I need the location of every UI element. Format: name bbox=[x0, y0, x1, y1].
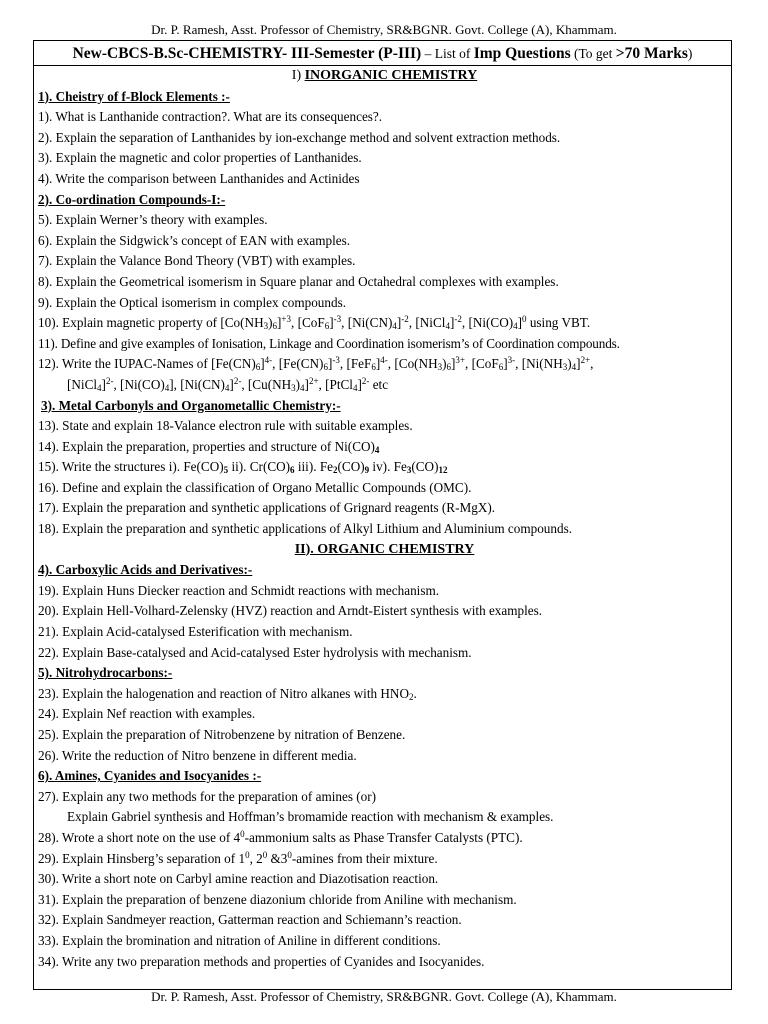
title-list-of: List of bbox=[434, 46, 474, 61]
topic-heading: 6). Amines, Cyanides and Isocyanides :- bbox=[38, 768, 262, 784]
question-item: 24). Explain Nef reaction with examples. bbox=[38, 706, 256, 722]
question-item: 18). Explain the preparation and synthetic applications of Alkyl Lithium and Aluminium compounds. bbox=[38, 521, 573, 537]
q12b-text: ] bbox=[229, 376, 234, 392]
q12b-sup: 2- bbox=[361, 375, 370, 386]
q23-text: 23). Explain the halogenation and reaction of Nitro alkanes with HNO bbox=[38, 685, 409, 701]
question-item: 1). What is Lanthanide contraction?. What are its consequences?. bbox=[38, 109, 383, 125]
q12-sub: 6 bbox=[498, 362, 504, 373]
title-open: (To get bbox=[570, 46, 616, 61]
q12b-text: ] bbox=[101, 376, 106, 392]
section-organic-heading bbox=[38, 540, 731, 561]
q28-sup: 0 bbox=[240, 828, 245, 839]
q10-sub: 6 bbox=[324, 321, 330, 332]
q15-text: (CO) bbox=[337, 459, 365, 475]
title-dash: – bbox=[421, 46, 435, 61]
topic-heading: 5). Nitrohydrocarbons:- bbox=[38, 665, 173, 681]
q12-text: ) bbox=[442, 356, 447, 372]
q12-sub: 3 bbox=[562, 362, 568, 373]
question-continuation: Explain Gabriel synthesis and Hoffman’s bromamide reaction with mechanism & examples. bbox=[67, 809, 554, 825]
q15-sub: 2 bbox=[333, 465, 338, 476]
question-item: 26). Write the reduction of Nitro benzene in different media. bbox=[38, 747, 357, 763]
question-item: 33). Explain the bromination and nitration of Aniline in different conditions. bbox=[38, 932, 441, 948]
q12b-sub: 4 bbox=[97, 382, 102, 393]
topic-heading: 2). Co-ordination Compounds-I:- bbox=[38, 191, 226, 207]
question-item: 17). Explain the preparation and synthetic applications of Grignard reagents (R-MgX). bbox=[38, 500, 496, 516]
q12b-text: , [PtCl bbox=[318, 376, 353, 392]
title-marks: >70 Marks bbox=[615, 45, 688, 62]
q10-text: , [CoF bbox=[290, 315, 325, 331]
q12b-sup: 2+ bbox=[308, 375, 319, 386]
q15-sub: 6 bbox=[290, 465, 295, 476]
q10-text: ] bbox=[329, 315, 334, 331]
q15-text: (CO) bbox=[411, 459, 439, 475]
q10-text: , [Ni(CO) bbox=[461, 315, 514, 331]
q14-sub: 4 bbox=[374, 444, 380, 455]
q15-text: iii). Fe bbox=[294, 459, 334, 475]
q12b-sup: 2- bbox=[233, 375, 242, 386]
q12b-sub: 4 bbox=[224, 382, 230, 393]
q29-text: , 2 bbox=[249, 850, 263, 866]
q12-text: , [FeF bbox=[339, 356, 372, 372]
title-imp-questions: Imp Questions bbox=[473, 45, 571, 62]
question-item: 25). Explain the preparation of Nitrobenzene by nitration of Benzene. bbox=[38, 727, 406, 742]
q23-sub: 2 bbox=[408, 691, 414, 702]
q12b-sub: 3 bbox=[291, 382, 296, 393]
q12-text: ] bbox=[260, 356, 265, 372]
page-header: Dr. P. Ramesh, Asst. Professor of Chemistry, SR&BGNR. Govt. College (A), Khammam. bbox=[151, 22, 617, 37]
section-label: II). ORGANIC CHEMISTRY bbox=[294, 541, 475, 557]
q12-sub: 6 bbox=[255, 362, 261, 373]
question-item: 16). Define and explain the classification of Organo Metallic Compounds (OMC). bbox=[38, 479, 472, 495]
q10-sup: -3 bbox=[333, 314, 342, 325]
q12-text: 12). Write the IUPAC-Names of [Fe(CN) bbox=[38, 356, 256, 372]
q12-text: , [Co(NH bbox=[387, 356, 438, 372]
question-item: 2). Explain the separation of Lanthanides by ion-exchange method and solvent extraction methods. bbox=[38, 129, 561, 145]
q12-text: ] bbox=[451, 356, 456, 372]
q28-text: 28). Wrote a short note on the use of 4 bbox=[38, 829, 241, 845]
q15-text: ii). Cr(CO) bbox=[228, 459, 291, 475]
q15-text: iv). Fe bbox=[369, 459, 407, 475]
question-item bbox=[38, 457, 731, 478]
q10-text: using VBT. bbox=[526, 315, 591, 331]
question-item bbox=[38, 849, 731, 870]
q29-text: 29). Explain Hinsberg’s separation of 1 bbox=[38, 850, 246, 866]
q12b-text: , [Ni(CO) bbox=[113, 376, 165, 392]
question-item: 8). Explain the Geometrical isomerism in Square planar and Octahedral complexes with examples. bbox=[38, 273, 559, 289]
question-item: 7). Explain the Valance Bond Theory (VBT) with examples. bbox=[38, 253, 356, 269]
q10-text: ] bbox=[449, 315, 455, 331]
q12-sub: 6 bbox=[446, 362, 452, 373]
q10-text: ] bbox=[277, 315, 282, 331]
q29-sup: 0 bbox=[287, 849, 292, 860]
q12b-text: ) bbox=[295, 376, 301, 392]
q12-sub: 4 bbox=[571, 362, 577, 373]
q29-sup: 0 bbox=[245, 849, 250, 860]
q12b-text: ] bbox=[357, 376, 362, 392]
q10-sub: 3 bbox=[263, 321, 269, 332]
question-item: 27). Explain any two methods for the preparation of amines (or) bbox=[38, 788, 377, 804]
q12b-sub: 4 bbox=[164, 382, 170, 393]
q29-sup: 0 bbox=[262, 849, 268, 860]
question-item: 30). Write a short note on Carbyl amine reaction and Diazotisation reaction. bbox=[38, 871, 439, 887]
q12b-sub: 4 bbox=[300, 382, 305, 393]
q10-text: 10). Explain magnetic property of [Co(NH bbox=[38, 315, 264, 331]
q10-sub: 4 bbox=[392, 321, 397, 332]
question-item: 6). Explain the Sidgwick’s concept of EAN with examples. bbox=[38, 232, 351, 248]
q10-text: ] bbox=[396, 315, 402, 331]
title-main: New-CBCS-B.Sc-CHEMISTRY- III-Semester (P-III) bbox=[72, 45, 422, 62]
q12-text: , [Ni(NH bbox=[515, 356, 563, 372]
q29-text: &3 bbox=[267, 850, 288, 866]
q10-sub: 6 bbox=[272, 321, 277, 332]
question-item: 20). Explain Hell-Volhard-Zelensky (HVZ) reaction and Arndt-Eistert synthesis with examples. bbox=[38, 603, 543, 619]
question-item: 5). Explain Werner’s theory with examples. bbox=[38, 212, 268, 228]
document-title bbox=[34, 44, 731, 66]
q12b-text: , [Cu(NH bbox=[241, 376, 292, 392]
q12-text: ] bbox=[375, 356, 381, 372]
q12-sup: 3- bbox=[507, 355, 516, 366]
q12b-sup: 2- bbox=[105, 375, 114, 386]
q10-text: ] bbox=[517, 315, 523, 331]
q23-text: . bbox=[413, 685, 417, 701]
question-item: 9). Explain the Optical isomerism in complex compounds. bbox=[38, 294, 347, 310]
q10-sup: +3 bbox=[281, 314, 291, 325]
q12-text: ] bbox=[327, 356, 333, 372]
q12-text: , bbox=[590, 356, 594, 372]
q12b-text: etc bbox=[369, 376, 389, 392]
q12-sup: 3+ bbox=[455, 355, 465, 366]
q12-text: ) bbox=[567, 356, 572, 372]
question-item: 31). Explain the preparation of benzene diazonium chloride from Aniline with mechanism. bbox=[38, 891, 517, 907]
q12-sup: 4- bbox=[380, 355, 388, 366]
q10-sub: 4 bbox=[513, 321, 518, 332]
question-list-box bbox=[33, 40, 732, 990]
q12-sub: 6 bbox=[371, 362, 376, 373]
question-item bbox=[38, 684, 731, 705]
title-close: ) bbox=[687, 46, 693, 61]
q28-text: -ammonium salts as Phase Transfer Catalysts (PTC). bbox=[244, 829, 523, 845]
q15-sub: 3 bbox=[406, 465, 412, 476]
q15-sub: 12 bbox=[438, 465, 448, 476]
q10-text: , [Ni(CN) bbox=[341, 315, 393, 331]
question-item: 19). Explain Huns Diecker reaction and Schmidt reactions with mechanism. bbox=[38, 582, 440, 598]
q12b-sub: 4 bbox=[352, 382, 358, 393]
topic-heading: 3). Metal Carbonyls and Organometallic Chemistry:- bbox=[41, 397, 341, 413]
q12-sub: 3 bbox=[437, 362, 443, 373]
topic-heading: 1). Cheistry of f-Block Elements :- bbox=[38, 88, 230, 104]
question-continuation bbox=[38, 375, 731, 396]
q12b-text: ] bbox=[304, 376, 309, 392]
question-item bbox=[38, 828, 731, 849]
section-prefix: I) bbox=[291, 68, 305, 83]
question-item: 22). Explain Base-catalysed and Acid-catalysed Ester hydrolysis with mechanism. bbox=[38, 644, 472, 660]
section-label: INORGANIC CHEMISTRY bbox=[304, 68, 478, 83]
q15-text: 15). Write the structures i). Fe(CO) bbox=[38, 459, 224, 475]
q12-text: ] bbox=[503, 356, 508, 372]
question-item bbox=[38, 354, 731, 375]
q12-sub: 6 bbox=[323, 362, 328, 373]
q15-sub: 9 bbox=[364, 465, 370, 476]
question-item: 11). Define and give examples of Ionisation, Linkage and Coordination isomerism’s of Coordination compounds. bbox=[38, 335, 620, 351]
q10-sup: -2 bbox=[401, 314, 409, 325]
topic-heading: 4). Carboxylic Acids and Derivatives:- bbox=[38, 562, 253, 578]
q10-text: ) bbox=[268, 315, 273, 331]
q15-sub: 5 bbox=[223, 465, 229, 476]
question-item: 32). Explain Sandmeyer reaction, Gatterman reaction and Schiemann’s reaction. bbox=[38, 912, 462, 928]
question-item: 13). State and explain 18-Valance electron rule with suitable examples. bbox=[38, 418, 413, 434]
q10-text: , [NiCl bbox=[408, 315, 446, 331]
q12b-text: ], [Ni(CN) bbox=[169, 376, 225, 392]
question-item: 3). Explain the magnetic and color properties of Lanthanides. bbox=[38, 150, 362, 166]
question-item bbox=[38, 313, 731, 334]
q12-text: ] bbox=[576, 356, 581, 372]
question-item: 21). Explain Acid-catalysed Esterification with mechanism. bbox=[38, 624, 353, 640]
question-item: 34). Write any two preparation methods and properties of Cyanides and Isocyanides. bbox=[38, 953, 485, 969]
question-item: 4). Write the comparison between Lanthanides and Actinides bbox=[38, 170, 360, 186]
q12-text: , [CoF bbox=[465, 356, 499, 372]
q12-sup: 4- bbox=[264, 355, 273, 366]
q12b-text: [NiCl bbox=[67, 376, 98, 392]
q12-text: , [Fe(CN) bbox=[272, 356, 324, 372]
q12-sup: -3 bbox=[332, 355, 340, 366]
q12-sup: 2+ bbox=[580, 355, 591, 366]
q14-text: 14). Explain the preparation, properties and structure of Ni(CO) bbox=[38, 438, 375, 454]
question-item bbox=[38, 437, 731, 458]
page-footer: Dr. P. Ramesh, Asst. Professor of Chemistry, SR&BGNR. Govt. College (A), Khammam. bbox=[151, 989, 617, 1004]
q10-sub: 4 bbox=[445, 321, 450, 332]
q29-text: -amines from their mixture. bbox=[291, 850, 438, 866]
q10-sup: 0 bbox=[522, 314, 527, 325]
section-inorganic-heading bbox=[38, 66, 731, 87]
q10-sup: -2 bbox=[454, 314, 462, 325]
